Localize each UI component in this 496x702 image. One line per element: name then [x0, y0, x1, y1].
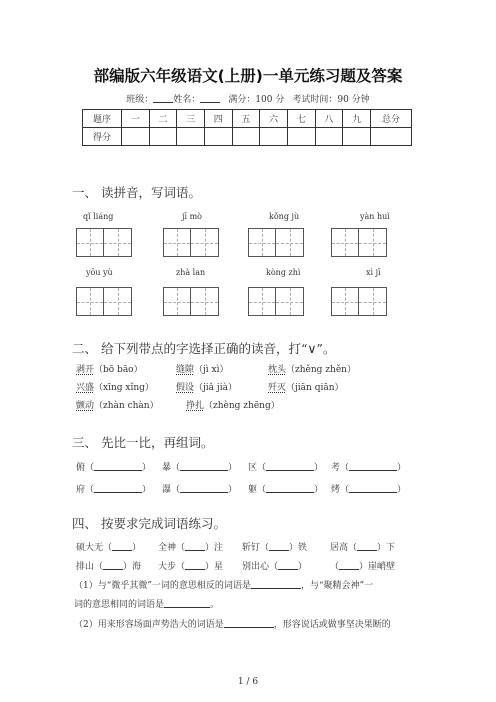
- score-table: [82, 109, 412, 146]
- writing-box: [76, 287, 132, 316]
- score-cell: [149, 128, 177, 146]
- compare-item: 瀑（ ）: [162, 485, 238, 495]
- score-header-cell: 五: [232, 110, 260, 128]
- score-header-row: [83, 110, 412, 128]
- question-1-line1: （1）与“微乎其微”一词的意思相反的词语是 ，与“聚精会神”一: [74, 581, 374, 591]
- score-row-label: 得分: [83, 128, 122, 146]
- writing-box: [331, 287, 387, 316]
- section-1-heading: 一、 读拼音，写词语。: [72, 185, 201, 200]
- name-label: 姓名：: [173, 95, 201, 105]
- score-cell: [287, 128, 315, 146]
- score-header-cell: 九: [343, 110, 371, 128]
- reading-item: 缝隙（jì xì）: [176, 365, 229, 375]
- score-cell: [122, 128, 150, 146]
- score-header-cell: 总分: [371, 110, 412, 128]
- score-cell: [371, 128, 412, 146]
- writing-box: [331, 228, 387, 257]
- page-number: 1 / 6: [237, 677, 259, 687]
- reading-item: 歼灭（jiān qiān）: [268, 383, 344, 393]
- pinyin-2: jī mò: [182, 212, 202, 221]
- question-2-line1: （2）用来形容场面声势浩大的词语是 ，形容说话或做事坚决果断的: [74, 620, 391, 630]
- pinyin-6: zhà lan: [176, 268, 206, 277]
- reading-item: 挣扎（zhèng zhēng）: [186, 401, 280, 411]
- score-cell: [315, 128, 343, 146]
- idiom-item: 别出心（ ）: [242, 562, 308, 572]
- score-header-cell: 二: [149, 110, 177, 128]
- section-4-heading: 四、 按要求完成词语练习。: [72, 516, 226, 531]
- exam-time: 考试时间：90 分钟: [292, 95, 370, 105]
- question-1-line2: 词的意思相同的词语是 。: [74, 600, 220, 610]
- score-header-cell: 八: [315, 110, 343, 128]
- writing-box: [163, 228, 219, 257]
- score-header-cell: 三: [177, 110, 205, 128]
- score-row: [83, 128, 412, 146]
- pinyin-8: xì jī: [366, 268, 381, 277]
- score-cell: [343, 128, 371, 146]
- pinyin-7: kòng zhì: [266, 268, 301, 277]
- section-2-heading: 二、 给下列带点的字选择正确的读音，打“∨”。: [72, 341, 336, 356]
- reading-item: 剥开（bō bāo）: [76, 365, 143, 375]
- score-header-cell: 题序: [83, 110, 122, 128]
- exam-info: [0, 92, 496, 105]
- reading-item: 颤动（zhàn chàn）: [76, 401, 159, 411]
- page-title: 部编版六年级语文(上册)一单元练习题及答案: [93, 67, 403, 85]
- compare-item: 府（ ）: [76, 485, 152, 495]
- score-header-cell: 四: [204, 110, 232, 128]
- idiom-item: 排山（ ）海: [76, 562, 142, 572]
- idiom-item: 硕大无（ ）: [76, 543, 142, 553]
- pinyin-5: yōu yù: [86, 268, 113, 277]
- idiom-item: 居高（ ）下: [330, 543, 396, 553]
- idiom-item: 全神（ ）注: [158, 543, 224, 553]
- writing-box: [248, 228, 304, 257]
- score-cell: [232, 128, 260, 146]
- score-header-cell: 七: [287, 110, 315, 128]
- writing-box: [163, 287, 219, 316]
- score-header-cell: 一: [122, 110, 150, 128]
- score-cell: [177, 128, 205, 146]
- compare-item: 暴（ ）: [162, 463, 238, 473]
- writing-box: [248, 287, 304, 316]
- pinyin-3: kǒng jù: [269, 212, 300, 221]
- idiom-item: 斩钉（ ）铁: [242, 543, 308, 553]
- pinyin-1: qǐ liáng: [83, 212, 114, 221]
- reading-item: 兴盛（xīng xǐng）: [76, 383, 154, 393]
- full-score: 满分：100 分: [228, 95, 285, 105]
- compare-item: 考（ ）: [331, 463, 407, 473]
- score-cell: [204, 128, 232, 146]
- score-cell: [260, 128, 288, 146]
- compare-item: 烤（ ）: [331, 485, 407, 495]
- idiom-item: 大步（ ）星: [158, 562, 224, 572]
- name-blank: [200, 93, 220, 103]
- compare-item: 躯（ ）: [248, 485, 324, 495]
- compare-item: 俯（ ）: [76, 463, 152, 473]
- class-label: 班级：: [126, 95, 154, 105]
- pinyin-4: yàn huì: [360, 212, 390, 221]
- idiom-item: （ ）崖峭壁: [330, 562, 396, 572]
- compare-item: 区（ ）: [248, 463, 324, 473]
- writing-box: [76, 228, 132, 257]
- score-header-cell: 六: [260, 110, 288, 128]
- section-3-heading: 三、 先比一比，再组词。: [72, 435, 214, 450]
- reading-item: 假设（jiǎ jià）: [176, 383, 237, 393]
- reading-item: 枕头（zhěng zhěn）: [268, 365, 356, 375]
- class-blank: [153, 93, 173, 103]
